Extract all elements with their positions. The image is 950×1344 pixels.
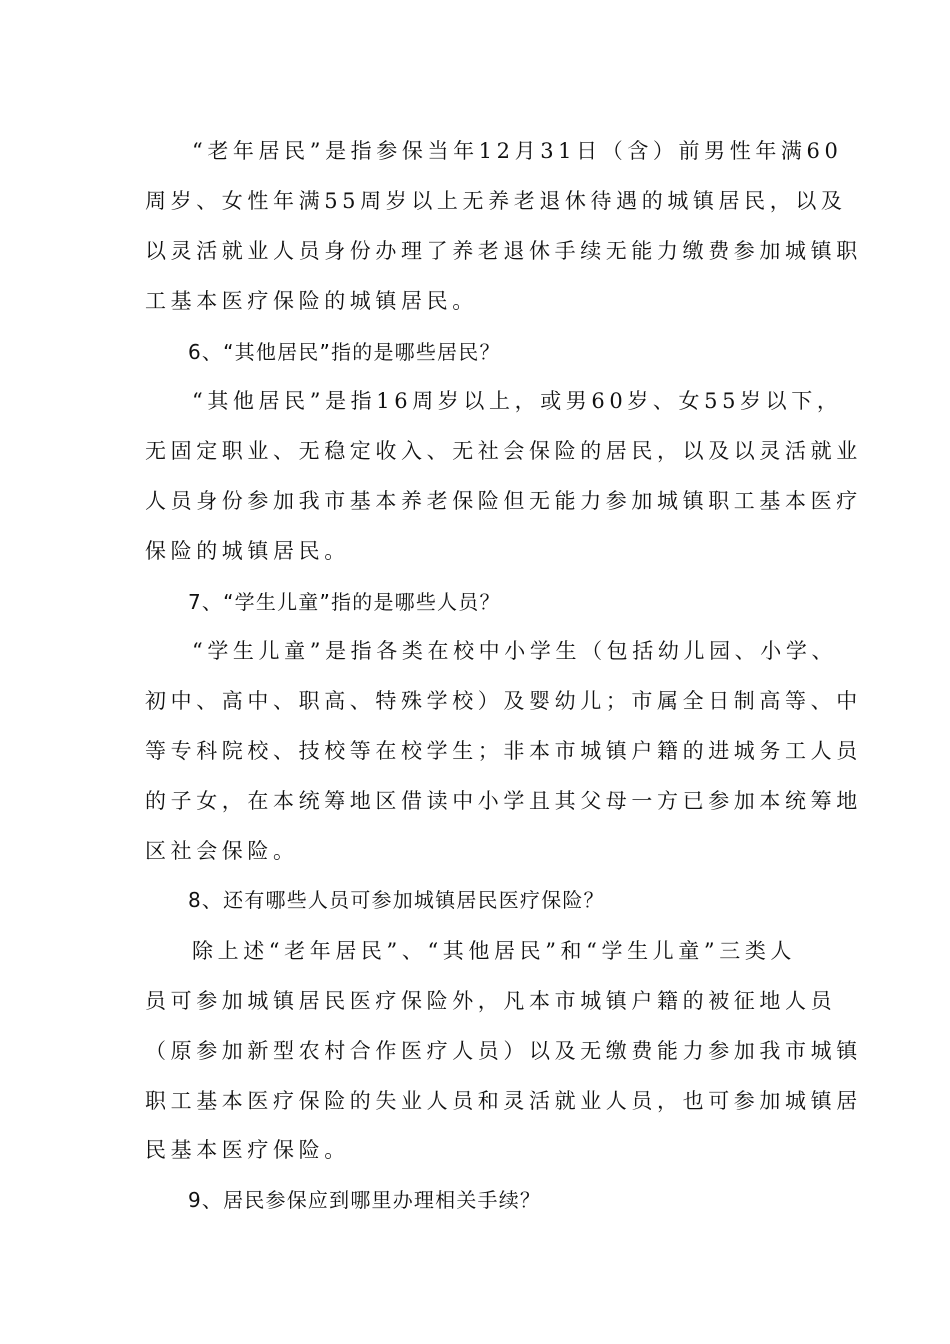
paragraph-line: “学生儿童”是指各类在校中小学生（包括幼儿园、小学、: [192, 639, 838, 663]
paragraph-line: “其他居民”是指16周岁以上，或男60岁、女55岁以下，: [192, 389, 843, 413]
paragraph-line: 初中、高中、职高、特殊学校）及婴幼儿；市属全日制高等、中: [145, 689, 862, 713]
section-heading: 9、居民参保应到哪里办理相关手续？: [188, 1188, 542, 1212]
paragraph-line: 民基本医疗保险。: [145, 1138, 350, 1162]
section-heading: 8、还有哪些人员可参加城镇居民医疗保险？: [188, 888, 605, 912]
paragraph-line: （原参加新型农村合作医疗人员）以及无缴费能力参加我市城镇: [145, 1039, 862, 1063]
paragraph-line: 除上述“老年居民”、“其他居民”和“学生儿童”三类人: [192, 939, 797, 963]
paragraph-line: “老年居民”是指参保当年12月31日（含）前男性年满60: [192, 139, 843, 163]
paragraph-line: 以灵活就业人员身份办理了养老退休手续无能力缴费参加城镇职: [145, 239, 862, 263]
paragraph-line: 人员身份参加我市基本养老保险但无能力参加城镇职工基本医疗: [145, 489, 862, 513]
paragraph-line: 等专科院校、技校等在校学生；非本市城镇户籍的进城务工人员: [145, 739, 862, 763]
section-heading: 7、“学生儿童”指的是哪些人员？: [188, 590, 501, 614]
paragraph-line: 工基本医疗保险的城镇居民。: [145, 289, 478, 313]
section-heading: 6、“其他居民”指的是哪些居民？: [188, 340, 501, 364]
paragraph-line: 周岁、女性年满55周岁以上无养老退休待遇的城镇居民，以及: [145, 189, 847, 213]
paragraph-line: 的子女，在本统筹地区借读中小学且其父母一方已参加本统筹地: [145, 789, 862, 813]
paragraph-line: 无固定职业、无稳定收入、无社会保险的居民，以及以灵活就业: [145, 439, 862, 463]
paragraph-line: 职工基本医疗保险的失业人员和灵活就业人员，也可参加城镇居: [145, 1089, 862, 1113]
paragraph-line: 保险的城镇居民。: [145, 539, 350, 563]
paragraph-line: 区社会保险。: [145, 839, 299, 863]
paragraph-line: 员可参加城镇居民医疗保险外，凡本市城镇户籍的被征地人员: [145, 989, 837, 1013]
